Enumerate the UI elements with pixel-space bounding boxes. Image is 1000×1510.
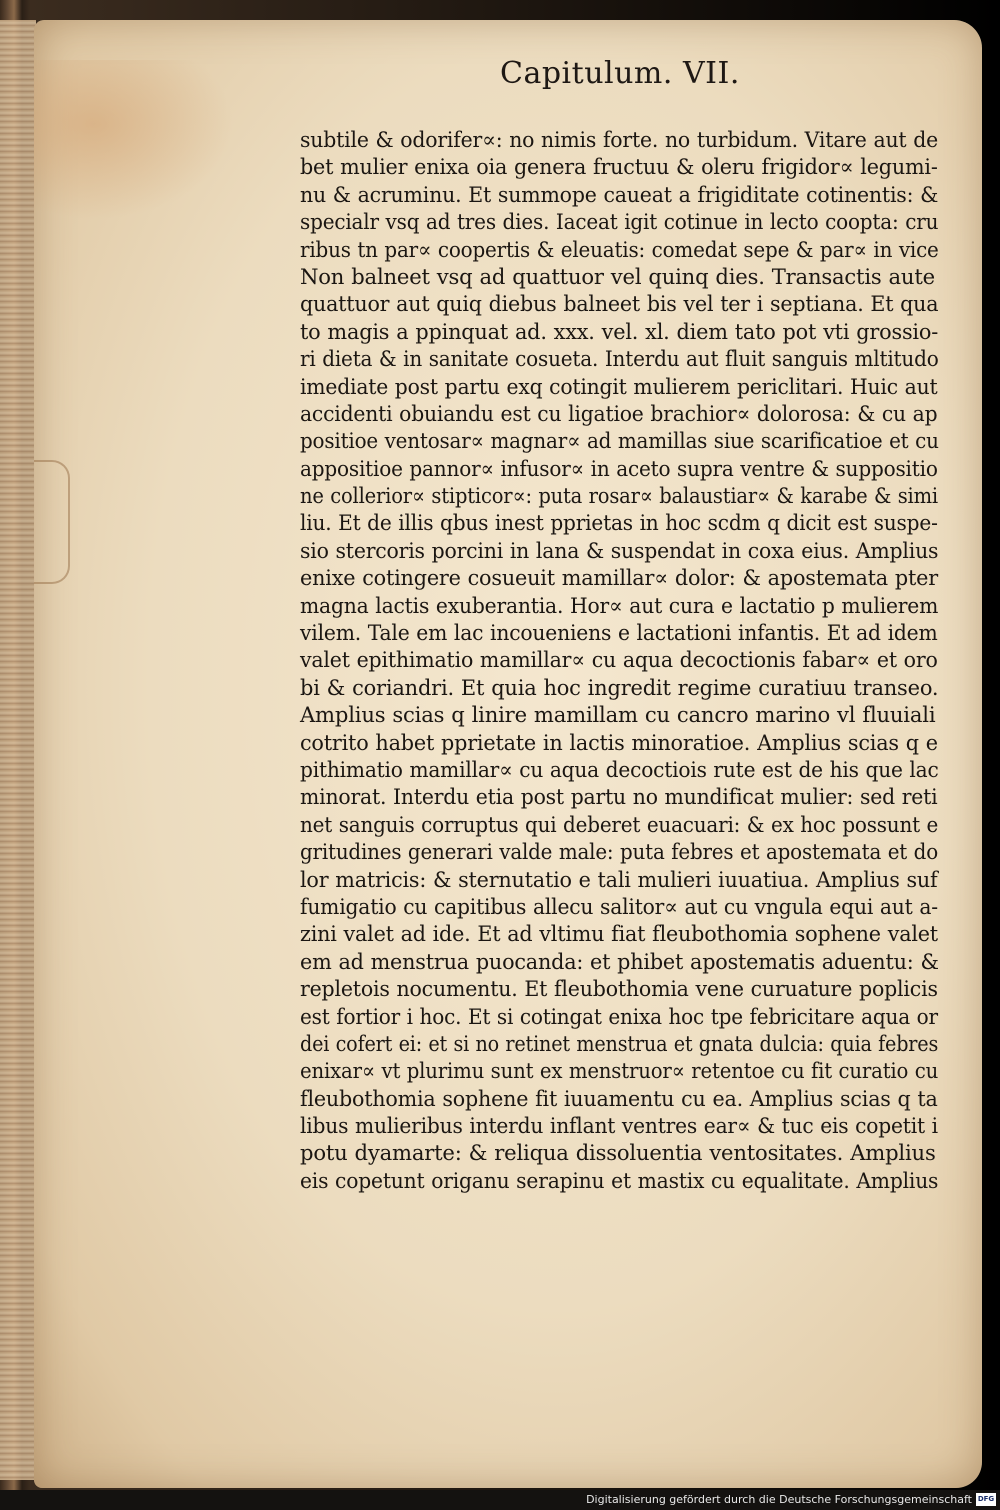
text-line: quattuor aut quiq diebus balneet bis vel ter i septiana. Et qua	[300, 291, 939, 317]
text-line: liu. Et de illis qbus inest pprietas in hoc scdm q dicit est suspe-	[300, 510, 938, 536]
text-line: potu dyamarte: & reliqua dissoluentia ventositates. Amplius	[300, 1140, 936, 1166]
text-line: valet epithimatio mamillar∝ cu aqua decoctionis fabar∝ et oro	[300, 647, 938, 673]
text-line: gritudines generari valde male: puta febres et apostemata et do	[300, 839, 938, 865]
footer-credit: Digitalisierung gefördert durch die Deutsche Forschungsgemeinschaft	[586, 1493, 972, 1506]
text-line: ne collerior∝ stipticor∝: puta rosar∝ balaustiar∝ & karabe & simi	[300, 483, 938, 509]
text-line: positioe ventosar∝ magnar∝ ad mamillas siue scarificatioe et cu	[300, 428, 939, 454]
text-line: nu & acruminu. Et summope caueat a frigiditate cotinentis: &	[300, 181, 939, 207]
text-line: specialr vsq ad tres dies. Iaceat igit cotinue in lecto coopta: cru	[300, 209, 939, 235]
water-stain	[34, 60, 234, 220]
text-line: pithimatio mamillar∝ cu aqua decoctiois rute est de his que lac	[300, 756, 939, 782]
text-line: dei cofert ei: et si no retinet menstrua et gnata dulcia: quia febres	[300, 1030, 939, 1056]
dfg-logo: DFG	[976, 1493, 996, 1506]
footer-bar	[0, 1490, 1000, 1510]
chapter-heading: Capitulum. VII.	[500, 56, 740, 91]
text-line: lor matricis: & sternutatio e tali mulieri iuuatiua. Amplius suf	[300, 866, 938, 892]
text-line: magna lactis exuberantia. Hor∝ aut cura e lactatio p mulierem	[300, 592, 939, 618]
text-line: to magis a ppinquat ad. xxx. vel. xl. diem tato pot vti grossio-	[300, 318, 939, 344]
text-line: minorat. Interdu etia post partu no mundificat mulier: sed reti	[300, 784, 938, 810]
text-line: ri dieta & in sanitate cosueta. Interdu aut fluit sanguis mltitudo	[300, 346, 939, 372]
text-line: sio stercoris porcini in lana & suspendat in coxa eius. Amplius	[300, 537, 939, 563]
text-line: ribus tn par∝ coopertis & eleuatis: comedat sepe & par∝ in vice	[300, 236, 939, 262]
text-line: Amplius scias q linire mamillam cu cancro marino vl fluuiali	[300, 702, 936, 728]
text-line: bi & coriandri. Et quia hoc ingredit regime curatiuu transeo.	[300, 674, 939, 700]
text-line: eis copetunt origanu serapinu et mastix cu equalitate. Amplius	[300, 1167, 939, 1193]
clasp-imprint	[34, 460, 70, 584]
text-line: enixar∝ vt plurimu sunt ex menstruor∝ retentoe cu fit curatio cu	[300, 1058, 939, 1084]
text-line: enixe cotingere cosueuit mamillar∝ dolor: & apostemata pter	[300, 565, 938, 591]
text-line: cotrito habet pprietate in lactis minoratioe. Amplius scias q e	[300, 729, 938, 755]
text-line: Non balneet vsq ad quattuor vel quinq dies. Transactis aute	[300, 263, 935, 289]
text-line: fleubothomia sophene fit iuuamentu cu ea. Amplius scias q ta	[300, 1085, 938, 1111]
page-edges	[0, 20, 36, 1480]
body-text	[300, 126, 940, 1194]
text-line: appositioe pannor∝ infusor∝ in aceto supra ventre & suppositio	[300, 455, 938, 481]
text-line: zini valet ad ide. Et ad vltimu fiat fleubothomia sophene valet	[300, 921, 938, 947]
text-line: bet mulier enixa oia genera fructuu & oleru frigidor∝ legumi-	[300, 154, 938, 180]
text-line: em ad menstrua puocanda: et phibet apostematis aduentu: &	[300, 948, 939, 974]
text-line: vilem. Tale em lac incoueniens e lactationi infantis. Et ad idem	[300, 620, 938, 646]
text-line: repletois nocumentu. Et fleubothomia vene curuature poplicis	[300, 976, 938, 1002]
text-line: subtile & odorifer∝: no nimis forte. no turbidum. Vitare aut de	[300, 127, 939, 152]
text-line: imediate post partu exq cotingit mulierem periclitari. Huic aut	[300, 373, 938, 399]
text-line: net sanguis corruptus qui deberet euacuari: & ex hoc possunt e	[300, 811, 939, 837]
text-line: accidenti obuiandu est cu ligatioe brachior∝ dolorosa: & cu ap	[300, 400, 938, 426]
text-line: fumigatio cu capitibus allecu salitor∝ aut cu vngula equi aut a-	[300, 893, 938, 919]
text-line: libus mulieribus interdu inflant ventres ear∝ & tuc eis copetit i	[300, 1113, 938, 1139]
text-line: est fortior i hoc. Et si cotingat enixa hoc tpe febricitare aqua or	[300, 1003, 938, 1029]
